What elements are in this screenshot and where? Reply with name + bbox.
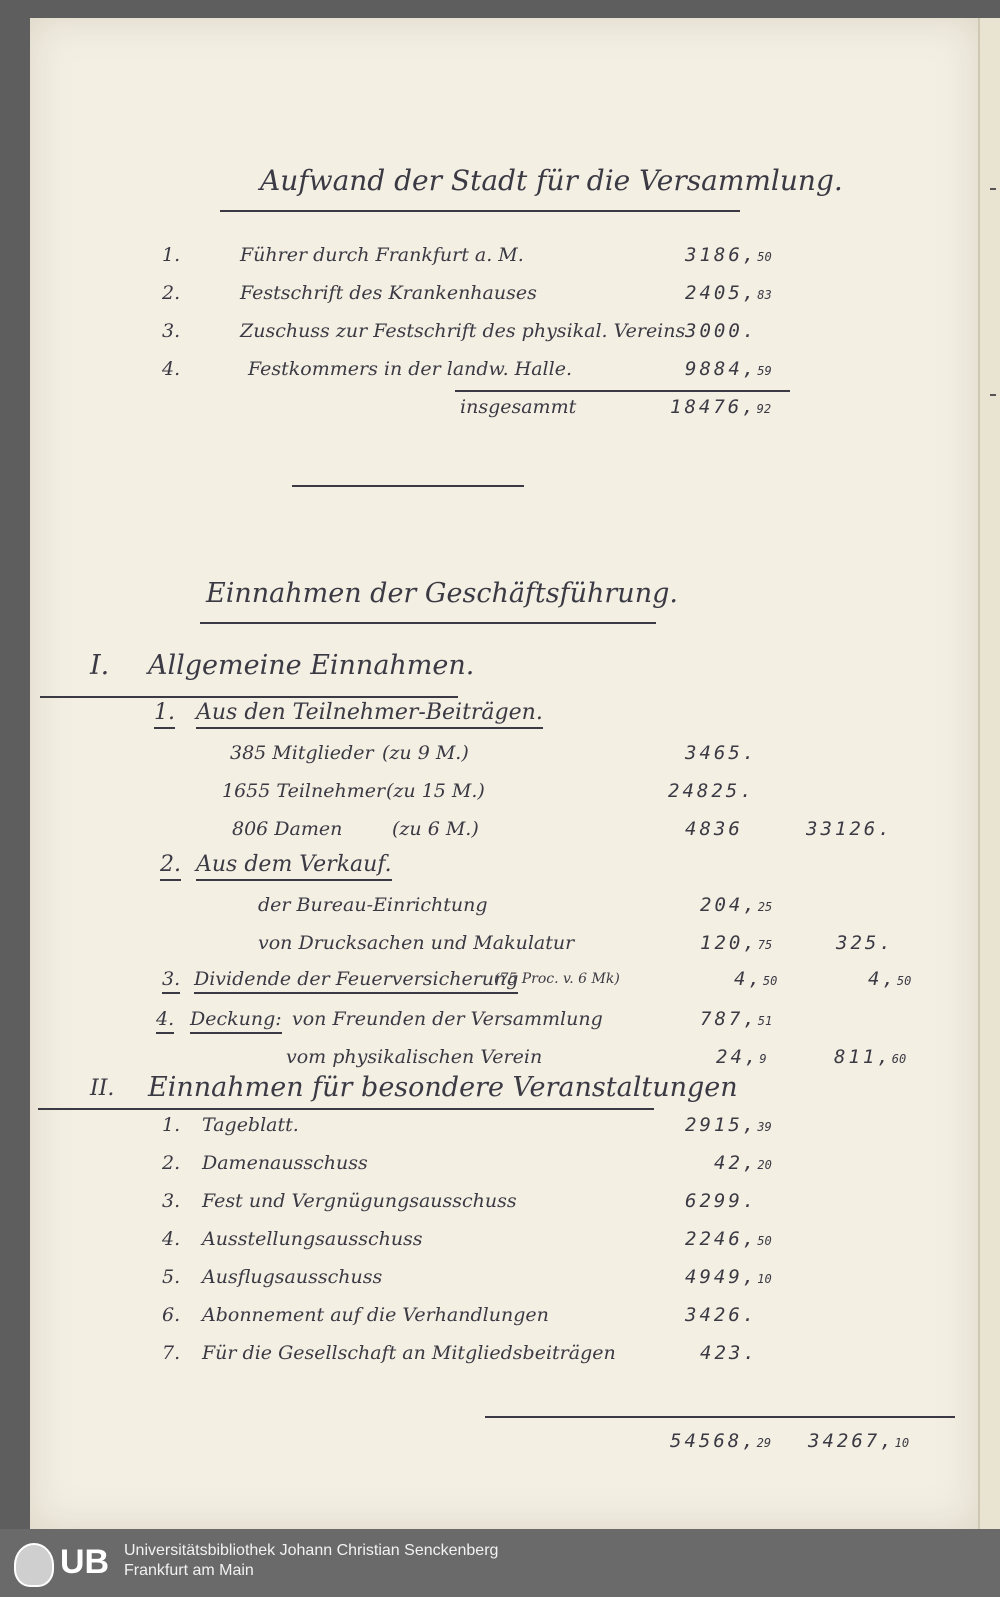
grand-total-right: 34267,10: [808, 1430, 910, 1452]
g3-sum: 4,50: [868, 968, 912, 990]
s1-item-label: Zuschuss zur Festschrift des physikal. Vereins: [240, 320, 686, 342]
g4-row-label: vom physikalischen Verein: [286, 1046, 543, 1068]
p2-item-no: 4.: [162, 1228, 181, 1250]
part1-underline: [40, 696, 458, 698]
p2-item-value: 2915,39: [685, 1114, 772, 1136]
section-divider: [292, 485, 524, 487]
g2-title: Aus dem Verkauf.: [196, 852, 392, 881]
g1-row-value: 3465.: [685, 742, 758, 764]
s1-item-label: Führer durch Frankfurt a. M.: [240, 244, 524, 266]
library-name-line1: Universitätsbibliothek Johann Christian Senckenberg: [124, 1542, 499, 1559]
section1-title-underline: [220, 210, 740, 212]
g2-row-value: 204,25: [700, 894, 773, 916]
p2-item-label: Damenausschuss: [202, 1152, 368, 1174]
senckenberg-portrait-icon: [14, 1543, 54, 1587]
page-edge: [978, 18, 1000, 1529]
logo-text: UB: [60, 1543, 110, 1581]
g1-title: Aus den Teilnehmer-Beiträgen.: [196, 700, 543, 729]
grand-total-rule: [485, 1416, 955, 1418]
s1-item-label: Festschrift des Krankenhauses: [240, 282, 537, 304]
p2-item-value: 3426.: [685, 1304, 758, 1326]
p2-item-label: Abonnement auf die Verhandlungen: [202, 1304, 549, 1326]
grand-total-left: 54568,29: [670, 1430, 772, 1452]
g2-row-label: der Bureau-Einrichtung: [258, 894, 488, 916]
p2-item-no: 7.: [162, 1342, 181, 1364]
section2-title: Einnahmen der Geschäftsführung.: [206, 578, 678, 609]
library-footer: [0, 1529, 1000, 1597]
p2-item-value: 6299.: [685, 1190, 758, 1212]
p2-item-label: Fest und Vergnügungsausschuss: [202, 1190, 517, 1212]
g4-row-value: 787,51: [700, 1008, 773, 1030]
p2-item-label: Ausflugsausschuss: [202, 1266, 383, 1288]
s1-item-value: 3186,50: [685, 244, 772, 266]
part2-roman: II.: [90, 1076, 115, 1101]
g1-row-rate: (zu 6 M.): [392, 818, 479, 840]
s1-item-value: 2405,83: [685, 282, 772, 304]
edge-mark: [990, 188, 996, 190]
g1-row-rate: (zu 9 M.): [382, 742, 469, 764]
manuscript-page: [30, 18, 978, 1529]
g1-row-value: 24825.: [668, 780, 755, 802]
g1-row-label: 806 Damen: [232, 818, 343, 840]
s1-item-value: 9884,59: [685, 358, 772, 380]
library-logo[interactable]: [14, 1539, 114, 1587]
p2-item-value: 4949,10: [685, 1266, 772, 1288]
p2-item-no: 2.: [162, 1152, 181, 1174]
p2-item-no: 5.: [162, 1266, 181, 1288]
g4-row-value: 24,9: [716, 1046, 767, 1068]
p2-item-value: 2246,50: [685, 1228, 772, 1250]
g2-no: 2.: [160, 852, 181, 881]
g2-sum: 325.: [836, 932, 894, 954]
s1-item-value: 3000.: [685, 320, 758, 342]
p2-item-label: Für die Gesellschaft an Mitgliedsbeiträgen: [202, 1342, 616, 1364]
g4-no: 4.: [156, 1008, 174, 1034]
s1-item-label: Festkommers in der landw. Halle.: [248, 358, 572, 380]
library-name: [124, 1541, 498, 1581]
g3-value: 4,50: [734, 968, 778, 990]
g2-row-label: von Drucksachen und Makulatur: [258, 932, 575, 954]
section1-title: Aufwand der Stadt für die Versammlung.: [260, 164, 843, 197]
p2-item-value: 423.: [700, 1342, 758, 1364]
p2-item-label: Ausstellungsausschuss: [202, 1228, 423, 1250]
g2-row-value: 120,75: [700, 932, 773, 954]
s1-item-no: 3.: [162, 320, 181, 342]
p2-item-label: Tageblatt.: [202, 1114, 299, 1136]
s1-item-no: 1.: [162, 244, 181, 266]
edge-mark: [990, 394, 996, 396]
s1-item-no: 2.: [162, 282, 181, 304]
s1-sum-rule: [455, 390, 790, 392]
g3-note: (75 Proc. v. 6 Mk): [494, 971, 620, 987]
p2-item-no: 6.: [162, 1304, 181, 1326]
library-name-line2: Frankfurt am Main: [124, 1562, 254, 1579]
g1-no: 1.: [154, 700, 175, 729]
g4-row-label: von Freunden der Versammlung: [292, 1008, 603, 1030]
g1-row-rate: (zu 15 M.): [386, 780, 485, 802]
g1-sum: 33126.: [806, 818, 893, 840]
g3-no: 3.: [162, 968, 180, 994]
g1-row-label: 385 Mitglieder: [230, 742, 374, 764]
part2-underline: [38, 1108, 654, 1110]
s1-total-value: 18476,92: [670, 396, 772, 418]
g4-sum: 811,60: [834, 1046, 907, 1068]
section2-title-underline: [200, 622, 656, 624]
p2-item-value: 42,20: [714, 1152, 772, 1174]
part2-title: Einnahmen für besondere Veranstaltungen: [148, 1072, 738, 1103]
part1-roman: I.: [90, 650, 110, 681]
p2-item-no: 1.: [162, 1114, 181, 1136]
part1-title: Allgemeine Einnahmen.: [148, 650, 475, 681]
g3-title: Dividende der Feuerversicherung: [194, 968, 518, 994]
g4-title: Deckung:: [190, 1008, 282, 1034]
s1-item-no: 4.: [162, 358, 181, 380]
g1-row-label: 1655 Teilnehmer: [222, 780, 386, 802]
p2-item-no: 3.: [162, 1190, 181, 1212]
s1-total-label: insgesammt: [460, 396, 577, 418]
g1-row-value: 4836: [685, 818, 743, 840]
